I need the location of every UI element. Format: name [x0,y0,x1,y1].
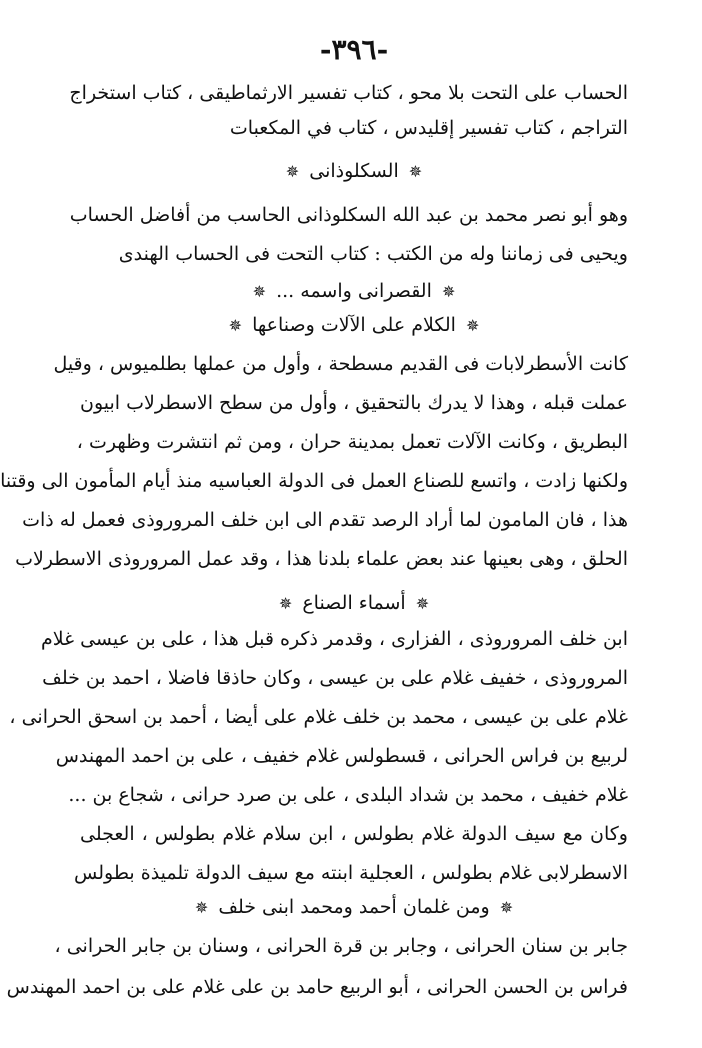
section-heading-qasrani [6,276,702,307]
section-heading-text: أسماء الصناع [302,592,406,614]
section-heading-makers-names [6,588,702,619]
ornament-left-icon: ✵ [252,282,267,301]
paragraph-4-line-2: المروروذى ، خفيف غلام على بن عيسى ، وكان حاذقا فاضلا ، احمد بن خلف [42,667,628,689]
page-number: -٣٩٦- [319,33,389,66]
paragraph-4-line-4: لربيع بن فراس الحرانى ، قسطولس غلام خفيف ، على بن احمد المهندس [55,745,628,767]
paragraph-3-line-1: كانت الأسطرلابات فى القديم مسطحة ، وأول من عملها بطلميوس ، وقيل [53,353,628,375]
paragraph-2-line-1: وهو أبو نصر محمد بن عبد الله السكلوذانى الحاسب من أفاضل الحساب [69,204,628,226]
section-heading-text: ومن غلمان أحمد ومحمد ابنى خلف [218,896,490,918]
paragraph-3-line-4: ولكنها زادت ، واتسع للصناع العمل فى الدولة العباسيه منذ أيام المأمون الى وقتنا [0,470,628,492]
paragraph-5-line-1: جابر بن سنان الحرانى ، وجابر بن قرة الحرانى ، وسنان بن جابر الحرانى ، [54,935,628,957]
ornament-right-icon: ✵ [408,162,423,181]
paragraph-4-line-7: الاسطرلابى غلام بطولس ، العجلية ابنته مع سيف الدولة تلميذة بطولس [74,862,628,884]
paragraph-1-line-2: التراجم ، كتاب تفسير إقليدس ، كتاب في المكعبات [229,117,628,139]
paragraph-3-line-3: البطريق ، وكانت الآلات تعمل بمدينة حران ، ومن ثم انتشرت وظهرت ، [76,431,628,453]
paragraph-4-line-1: ابن خلف المروروذى ، الفزارى ، وقدمر ذكره قبل هذا ، على بن عيسى غلام [41,628,628,650]
paragraph-3-line-6: الحلق ، وهى بعينها عند بعض علماء بلدنا هذا ، وقد عمل المروروذى الاسطرلاب [15,548,628,570]
ornament-left-icon: ✵ [228,316,243,335]
ornament-right-icon: ✵ [465,316,480,335]
paragraph-4-line-3: غلام على بن عيسى ، محمد بن خلف غلام على أيضا ، أحمد بن اسحق الحرانى ، [9,706,628,728]
section-heading-text: الكلام على الآلات وصناعها [252,314,456,336]
paragraph-2-line-2: ويحيى فى زماننا وله من الكتب : كتاب التحت فى الحساب الهندى [118,243,628,265]
paragraph-5-line-2: فراس بن الحسن الحرانى ، أبو الربيع حامد بن على غلام على بن احمد المهندس [6,976,628,998]
ornament-right-icon: ✵ [415,594,430,613]
section-heading-instruments [6,310,702,341]
paragraph-4-line-5: غلام خفيف ، محمد بن شداد البلدى ، على بن صرد حرانى ، شجاع بن ... [68,784,628,806]
paragraph-4-line-6: وكان مع سيف الدولة غلام بطولس ، ابن سلام غلام بطولس ، العجلى [80,823,628,845]
ornament-right-icon: ✵ [441,282,456,301]
ornament-right-icon: ✵ [499,898,514,917]
ornament-left-icon: ✵ [194,898,209,917]
section-heading-text: السكلوذانى [309,160,399,182]
paragraph-3-line-5: هذا ، فان المامون لما أراد الرصد تقدم الى ابن خلف المروروذى فعمل له ذات [22,509,628,531]
paragraph-1-line-1: الحساب على التحت بلا محو ، كتاب تفسير الارثماطيقى ، كتاب استخراج [69,82,628,104]
ornament-left-icon: ✵ [285,162,300,181]
ornament-left-icon: ✵ [278,594,293,613]
section-heading-khalaf-apprentices [6,892,702,923]
section-heading-text: القصرانى واسمه ... [276,280,432,302]
paragraph-3-line-2: عملت قبله ، وهذا لا يدرك بالتحقيق ، وأول من سطح الاسطرلاب ابيون [80,392,628,414]
section-heading-sakludhani [6,156,702,187]
